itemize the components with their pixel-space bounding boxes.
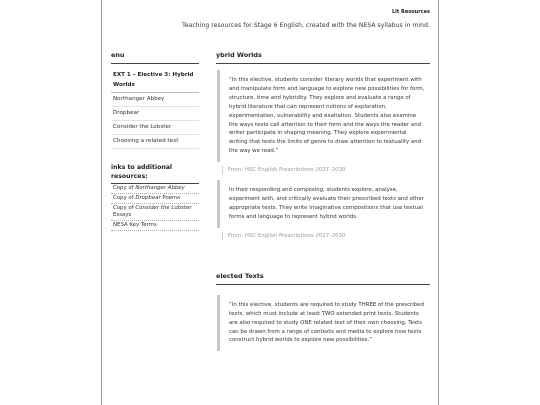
resource-link-nesa-key-terms[interactable] xyxy=(111,221,199,231)
sidebar-item-northanger-abbey[interactable]: Northanger Abbey xyxy=(111,93,199,107)
site-tagline: Teaching resources for Stage 6 English, created with the NESA syllabus in mind. xyxy=(182,22,430,29)
section-heading-selected-texts: elected Texts xyxy=(216,272,430,285)
resource-link-suffix: Poems xyxy=(160,195,181,201)
sidebar-item-dropbear[interactable]: Dropbear xyxy=(111,107,199,121)
resource-link-title: Consider the Lobster xyxy=(135,205,192,211)
resource-link-label: NESA Key Terms xyxy=(113,222,157,228)
syllabus-quote: “In this elective, students consider literary worlds that experiment with and manipulate form and language to explore new possibilities for form, structure, time and hybridity. They explore and evaluate a range of hybrid literature that can represent notions of exploration, experimentation, vulnerability and exaltation. Students also examine the ways texts call attention to their form and the ways the reader and writer participate in shaping meaning. They explore experimental writing that tests the limits of genre to draw attention to textuality and the way we read.” xyxy=(217,70,430,162)
page-container xyxy=(101,0,439,405)
resources-heading: inks to additional resources: xyxy=(111,163,199,184)
sidebar-current-item[interactable]: EXT 1 – Elective 3: Hybrid Worlds xyxy=(111,64,199,93)
quote-citation: From: HSC English Prescriptions 2027–2030 xyxy=(222,232,430,240)
sidebar-item-consider-the-lobster[interactable]: Consider the Lobster xyxy=(111,121,199,135)
resource-link-dropbear-poems[interactable] xyxy=(111,194,199,204)
syllabus-quote: In their responding and composing, students explore, analyse, experiment with, and critically evaluate their prescribed texts and other appropriate texts. They write imaginative compositions that use textual forms and language to represent hybrid worlds. xyxy=(217,180,430,228)
resource-link-suffix: Essays xyxy=(113,212,132,218)
resource-link-northanger-abbey[interactable] xyxy=(111,184,199,194)
resource-link-title: Northanger Abbey xyxy=(135,185,185,191)
syllabus-quote: “In this elective, students are required to study THREE of the prescribed texts, which must include at least TWO extended print texts. Students are also required to study ONE related text of their own choosing. Texts can be drawn from a range of contexts and media to explore how texts construct hybrid worlds to explore new possibilities.” xyxy=(217,295,430,352)
resource-link-prefix: Copy of xyxy=(113,185,136,191)
site-brand[interactable]: Lit Resources xyxy=(391,9,430,15)
main-content xyxy=(216,51,430,351)
resource-link-prefix: Copy of xyxy=(113,195,136,201)
section-heading-hybrid-worlds: ybrid Worlds xyxy=(216,51,430,64)
sidebar-item-choosing-related-text[interactable]: Choosing a related text xyxy=(111,135,199,149)
sidebar xyxy=(111,51,199,231)
resource-link-prefix: Copy of xyxy=(113,205,136,211)
resource-link-lobster-essays[interactable] xyxy=(111,204,199,221)
quote-citation: From: HSC English Prescriptions 2027–2030 xyxy=(222,166,430,174)
resource-link-title: Dropbear xyxy=(135,195,161,201)
sidebar-menu-heading: enu xyxy=(111,51,199,64)
